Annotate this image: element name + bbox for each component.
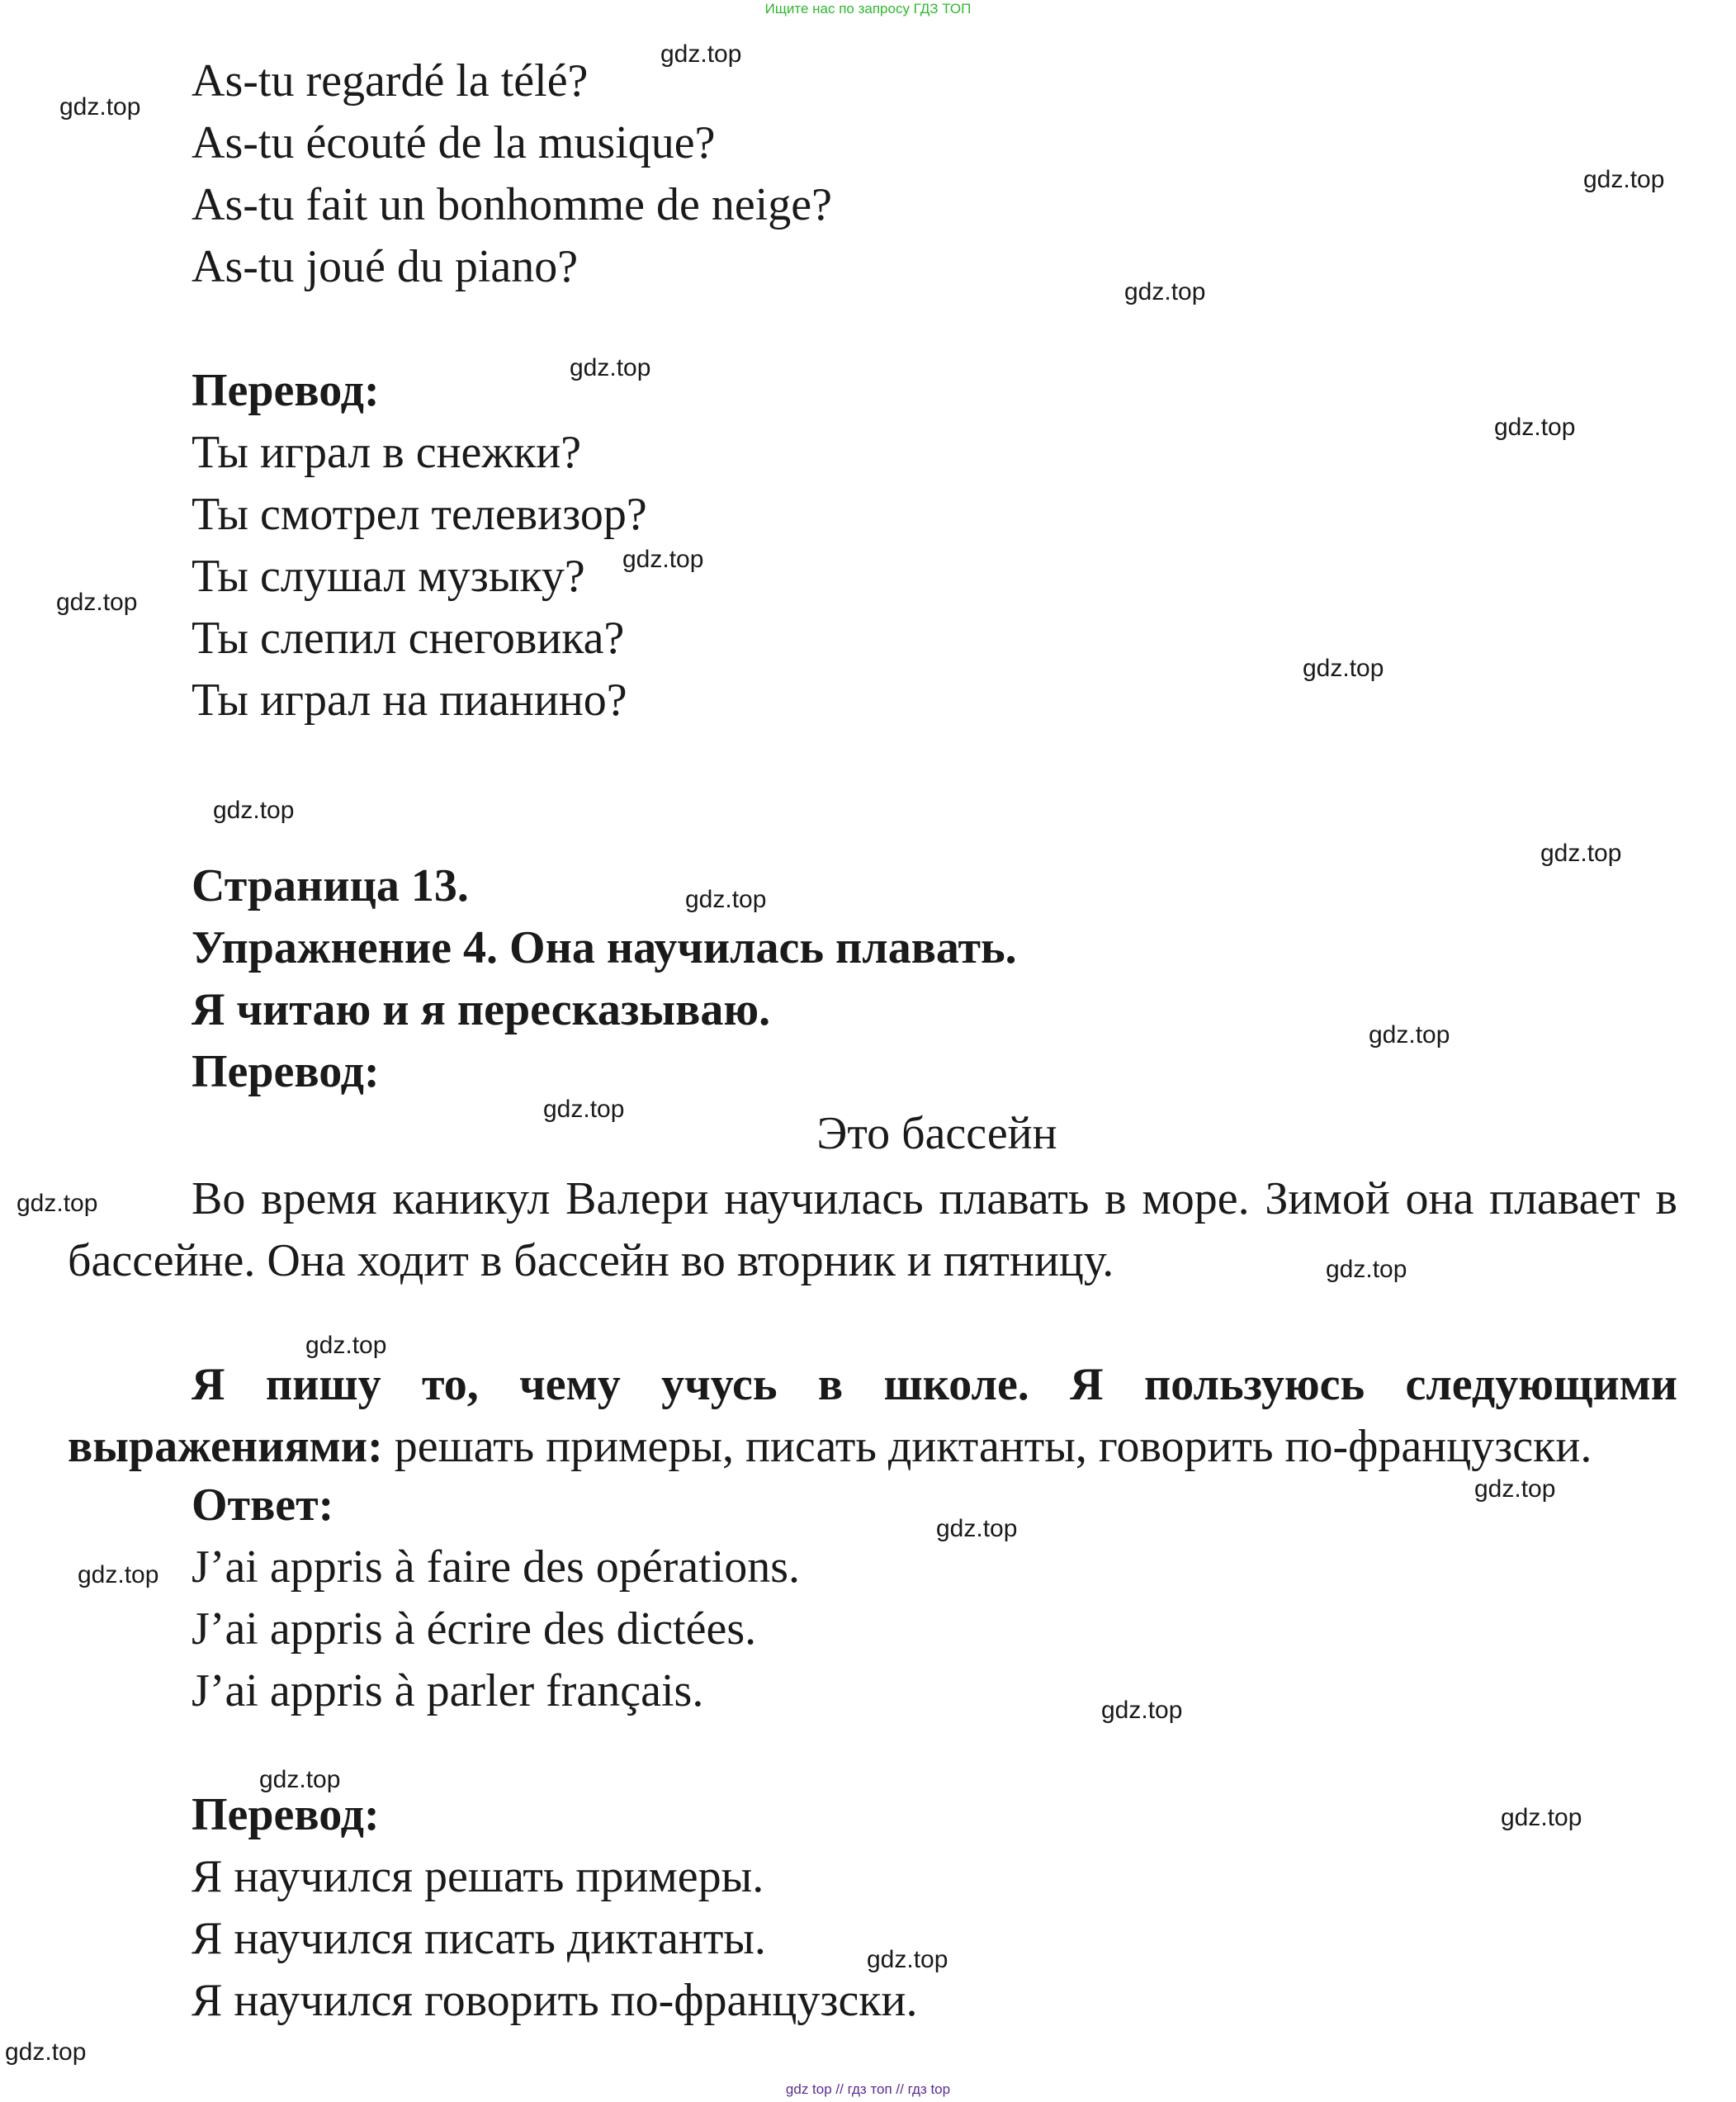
- translation-line: Я научился решать примеры.: [192, 1851, 764, 1902]
- translation-heading: Перевод:: [192, 1789, 380, 1840]
- watermark: gdz.top: [1540, 840, 1622, 867]
- translation-line: Ты играл на пианино?: [192, 675, 627, 726]
- translation-line: Я научился говорить по-французски.: [192, 1975, 918, 2026]
- watermark: gdz.top: [570, 354, 651, 381]
- exercise-subtitle: Я читаю и я пересказываю.: [192, 984, 771, 1035]
- answer-line: J’ai appris à écrire des dictées.: [192, 1603, 757, 1655]
- watermark: gdz.top: [1124, 278, 1206, 305]
- translation-line: Ты слепил снеговика?: [192, 613, 625, 664]
- question-fr: As-tu fait un bonhomme de neige?: [192, 179, 833, 230]
- watermark: gdz.top: [1303, 655, 1384, 682]
- answer-line: J’ai appris à faire des opérations.: [192, 1541, 801, 1593]
- watermark: gdz.top: [622, 546, 704, 573]
- site-header-note: Ищите нас по запросу ГДЗ ТОП: [764, 1, 972, 17]
- watermark: gdz.top: [1583, 166, 1665, 193]
- story-paragraph: [68, 1168, 1677, 1292]
- watermark: gdz.top: [213, 797, 295, 824]
- answer-heading: Ответ:: [192, 1479, 334, 1531]
- answer-line: J’ai appris à parler français.: [192, 1665, 704, 1716]
- watermark: gdz.top: [867, 1946, 948, 1973]
- watermark: gdz.top: [17, 1190, 98, 1217]
- story-title: Это бассейн: [816, 1108, 1057, 1159]
- watermark: gdz.top: [56, 589, 138, 616]
- watermark: gdz.top: [305, 1332, 387, 1359]
- watermark: gdz.top: [59, 93, 141, 121]
- watermark: gdz.top: [543, 1096, 625, 1123]
- watermark: gdz.top: [5, 2038, 87, 2066]
- exercise-title: Упражнение 4. Она научилась плавать.: [192, 922, 1017, 973]
- task-normal-text: решать примеры, писать диктанты, говорить по-французски.: [394, 1421, 1592, 1472]
- question-fr: As-tu regardé la télé?: [192, 55, 589, 107]
- watermark: gdz.top: [1474, 1475, 1556, 1503]
- question-fr: As-tu joué du piano?: [192, 241, 579, 292]
- watermark: gdz.top: [1494, 414, 1576, 441]
- page-title: Страница 13.: [192, 860, 469, 911]
- translation-line: Ты смотрел телевизор?: [192, 489, 647, 540]
- translation-heading: Перевод:: [192, 1046, 380, 1097]
- question-fr: As-tu écouté de la musique?: [192, 117, 716, 168]
- watermark: gdz.top: [1501, 1804, 1582, 1831]
- watermark: gdz.top: [1101, 1697, 1183, 1724]
- watermark: gdz.top: [685, 886, 767, 913]
- task-paragraph: [68, 1354, 1677, 1478]
- task-bold-text: Я пишу то, чему учусь в школе. Я пользуюсь следующими выражениями:: [68, 1359, 1677, 1472]
- translation-heading: Перевод:: [192, 365, 380, 416]
- watermark: gdz.top: [660, 40, 742, 68]
- translation-line: Я научился писать диктанты.: [192, 1913, 766, 1964]
- watermark: gdz.top: [1326, 1256, 1407, 1283]
- translation-line: Ты слушал музыку?: [192, 551, 585, 602]
- story-text: Во время каникул Валери научилась плавать в море. Зимой она плавает в бассейне. Она ходит в бассейн во вторник и пятницу.: [68, 1173, 1677, 1286]
- site-footer-note: gdz top // гдз топ // гдз top: [785, 2081, 951, 2097]
- watermark: gdz.top: [936, 1515, 1018, 1542]
- watermark: gdz.top: [78, 1561, 159, 1588]
- translation-line: Ты играл в снежки?: [192, 427, 582, 478]
- watermark: gdz.top: [259, 1766, 341, 1793]
- watermark: gdz.top: [1369, 1021, 1450, 1049]
